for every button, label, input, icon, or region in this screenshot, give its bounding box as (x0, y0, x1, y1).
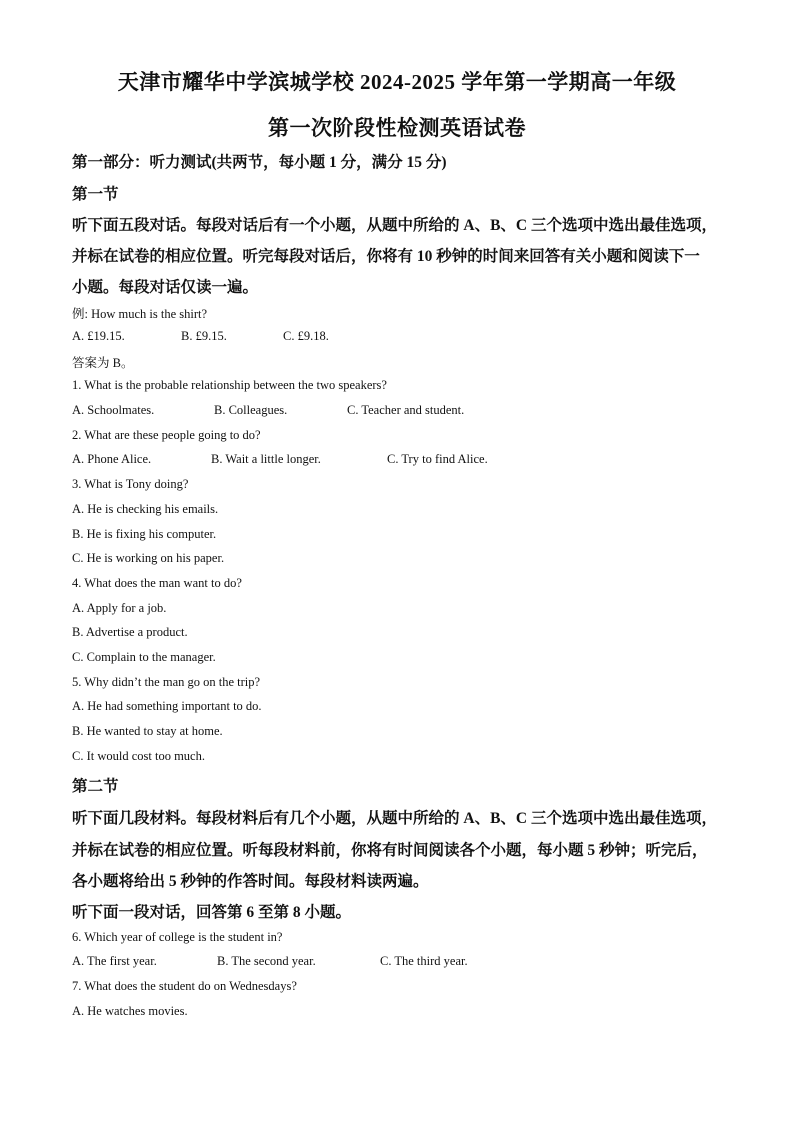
option: B. Colleagues. (214, 403, 288, 417)
group-intro: 听下面一段对话，回答第 6 至第 8 小题。 (72, 904, 352, 921)
option: C. It would cost too much. (72, 749, 205, 763)
section-2-label: 第二节 (72, 778, 119, 795)
question-2-options (72, 452, 712, 470)
option: C. Teacher and student. (347, 403, 465, 417)
example-options (72, 329, 712, 347)
question-1: 1. What is the probable relationship between the two speakers? (72, 378, 387, 392)
section-2-instruction-line: 各小题将给出 5 秒钟的作答时间。每段材料读两遍。 (72, 873, 429, 890)
option: A. Phone Alice. (72, 452, 152, 466)
option: A. Apply for a job. (72, 601, 167, 615)
option: B. £9.15. (181, 329, 227, 343)
question-1-options (72, 403, 712, 421)
option: A. The first year. (72, 954, 157, 968)
example-answer: 答案为 B。 (72, 356, 134, 370)
exam-title-line-2: 第一次阶段性检测英语试卷 (268, 116, 526, 140)
example-question: 例: How much is the shirt? (72, 307, 208, 321)
option: C. £9.18. (283, 329, 329, 343)
section-1-label: 第一节 (72, 186, 119, 203)
section-2-instruction-line: 并标在试卷的相应位置。听每段材料前，你将有时间阅读各个小题，每小题 5 秒钟；听完后， (72, 842, 708, 859)
option: A. Schoolmates. (72, 403, 155, 417)
question-5: 5. Why didn’t the man go on the trip? (72, 675, 261, 689)
option: B. The second year. (217, 954, 316, 968)
option: C. Try to find Alice. (387, 452, 488, 466)
option: A. He is checking his emails. (72, 502, 219, 516)
question-6: 6. Which year of college is the student in? (72, 930, 283, 944)
section-1-instruction-line: 小题。每段对话仅读一遍。 (72, 279, 259, 296)
section-1-instruction-line: 并标在试卷的相应位置。听完每段对话后，你将有 10 秒钟的时间来回答有关小题和阅读下一 (72, 248, 700, 265)
question-3: 3. What is Tony doing? (72, 477, 189, 491)
option: B. Advertise a product. (72, 625, 188, 639)
section-1-instruction-line: 听下面五段对话。每段对话后有一个小题，从题中所给的 A、B、C 三个选项中选出最佳选项， (72, 217, 717, 234)
option: B. He is fixing his computer. (72, 527, 217, 541)
exam-title-line-1: 天津市耀华中学滨城学校 2024-2025 学年第一学期高一年级 (117, 70, 677, 94)
option: C. He is working on his paper. (72, 551, 225, 565)
question-4: 4. What does the man want to do? (72, 576, 242, 590)
option: A. £19.15. (72, 329, 125, 343)
section-2-instruction-line: 听下面几段材料。每段材料后有几个小题，从题中所给的 A、B、C 三个选项中选出最佳选项， (72, 810, 717, 827)
question-7: 7. What does the student do on Wednesdays? (72, 979, 297, 993)
option: A. He watches movies. (72, 1004, 188, 1018)
option: B. He wanted to stay at home. (72, 724, 223, 738)
option: B. Wait a little longer. (211, 452, 321, 466)
question-6-options (72, 954, 712, 972)
question-2: 2. What are these people going to do? (72, 428, 261, 442)
option: C. The third year. (380, 954, 468, 968)
option: A. He had something important to do. (72, 699, 262, 713)
option: C. Complain to the manager. (72, 650, 216, 664)
part-heading: 第一部分：听力测试(共两节，每小题 1 分，满分 15 分) (72, 154, 447, 171)
